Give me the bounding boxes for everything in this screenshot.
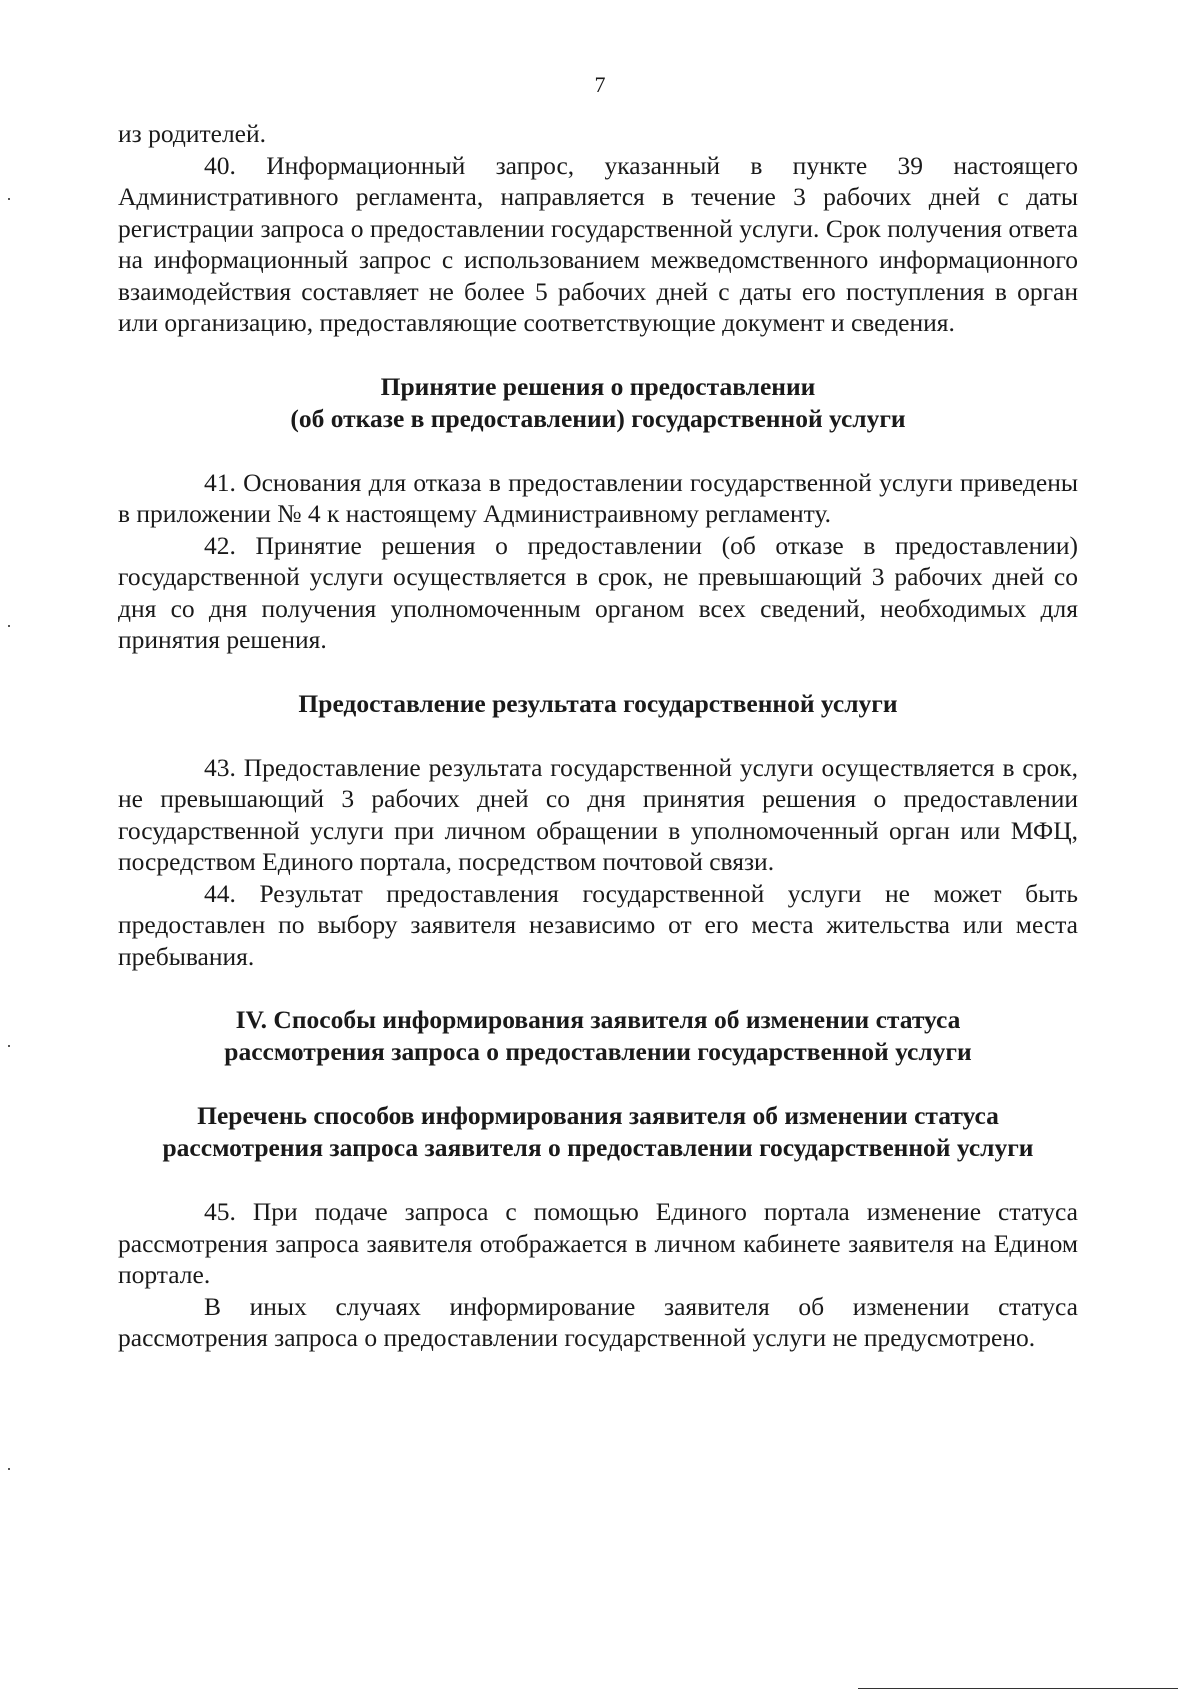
paragraph-45: 45. При подаче запроса с помощью Единого портала изменение статуса рассмотрения запроса заявителя отображается в личном кабинете заявителя на Едином портале. xyxy=(118,1197,1078,1289)
heading-decision-line-1: Принятие решения о предоставлении xyxy=(380,371,816,401)
paragraph-40: 40. Информационный запрос, указанный в пункте 39 настоящего Административного регламента, направляется в течение 3 рабочих дней с даты регистрации запроса о предоставлении государственной услуги. Срок получения ответа на информационный запрос с использованием межведомственного информационного взаимодействия составляет не более 5 рабочих дней с даты его поступления в орган или организацию, предоставляющие соответствующие документ и сведения. xyxy=(118,150,1078,337)
paragraph-continuation: из родителей. xyxy=(118,119,267,148)
scan-mark xyxy=(8,198,10,200)
scan-mark xyxy=(8,1468,10,1470)
paragraph-43: 43. Предоставление результата государственной услуги осуществляется в срок, не превышающий 3 рабочих дней со дня принятия решения о предоставлении государственной услуги при личном обращении в уполномоченный орган или МФЦ, посредством Единого портала, посредством почтовой связи. xyxy=(118,752,1078,876)
heading-decision-line-2: (об отказе в предоставлении) государственной услуги xyxy=(290,403,906,433)
heading-section-4-line-1: IV. Способы информирования заявителя об изменении статуса xyxy=(235,1005,961,1034)
paragraph-other-cases: В иных случаях информирование заявителя об изменении статуса рассмотрения запроса о предоставлении государственной услуги не предусмотрено. xyxy=(118,1291,1078,1352)
heading-list-line-1: Перечень способов информирования заявителя об изменении статуса xyxy=(197,1101,999,1130)
paragraph-44: 44. Результат предоставления государственной услуги не может быть предоставлен по выбору заявителя независимо от его места жительства или места пребывания. xyxy=(118,878,1078,971)
heading-section-4-line-2: рассмотрения запроса о предоставлении государственной услуги xyxy=(224,1037,972,1066)
heading-list-line-2: рассмотрения запроса заявителя о предоставлении государственной услуги xyxy=(162,1133,1034,1162)
document-body xyxy=(118,118,1078,1354)
scan-edge-line xyxy=(858,1688,1178,1689)
page-number: 7 xyxy=(594,72,606,97)
scan-mark xyxy=(8,1045,10,1047)
paragraph-42: 42. Принятие решения о предоставлении (об отказе в предоставлении) государственной услуги осуществляется в срок, не превышающий 3 рабочих дней со дня со дня получения уполномоченным органом всех сведений, необходимых для принятия решения. xyxy=(118,530,1078,654)
heading-result: Предоставление результата государственной услуги xyxy=(298,688,898,718)
paragraph-41: 41. Основания для отказа в предоставлении государственной услуги приведены в приложении № 4 к настоящему Администраивному регламенту. xyxy=(118,467,1078,528)
scan-mark xyxy=(8,625,10,627)
